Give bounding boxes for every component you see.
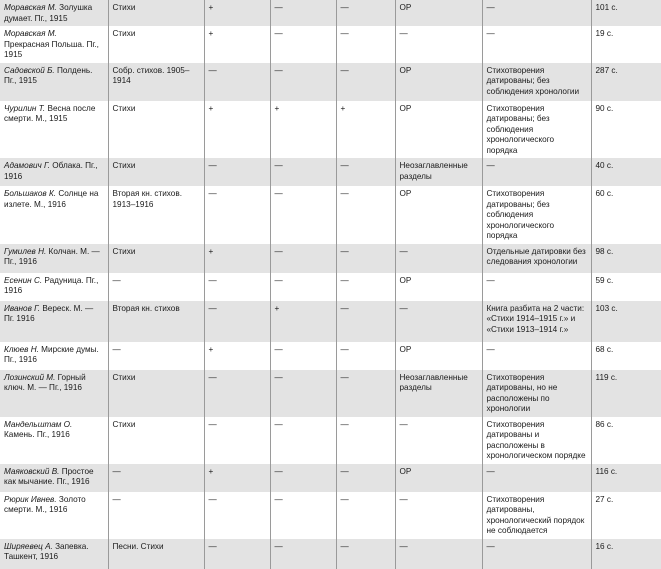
author-title-cell	[0, 244, 108, 273]
note-cell: —	[482, 26, 591, 63]
author-title-cell	[0, 539, 108, 569]
plus3-cell: —	[336, 26, 395, 63]
note-cell: —	[482, 342, 591, 370]
note-cell: Стихотворения датированы, но не расположены по хронологии	[482, 370, 591, 417]
author-name: Гумилев Н.	[4, 246, 47, 256]
note-cell: Книга разбита на 2 части: «Стихи 1914–1915 г.» и «Стихи 1913–1914 г.»	[482, 301, 591, 342]
pages-cell: 59 с.	[591, 273, 661, 301]
note-cell: Стихотворения датированы и расположены в хронологическом порядке	[482, 417, 591, 464]
sections-cell: ОР	[395, 464, 482, 492]
table-row	[0, 417, 661, 464]
book-title: Весна после смерти. М., 1915	[4, 103, 96, 123]
table-row	[0, 539, 661, 569]
author-name: Моравская М.	[4, 3, 57, 12]
plus2-cell: —	[270, 0, 336, 26]
author-title-cell	[0, 0, 108, 26]
pages-cell: 19 с.	[591, 26, 661, 63]
genre-cell: Вторая кн. стихов	[108, 301, 204, 342]
sections-cell: —	[395, 244, 482, 273]
sections-cell: —	[395, 539, 482, 569]
genre-cell: Стихи	[108, 370, 204, 417]
plus3-cell: —	[336, 539, 395, 569]
plus1-cell: —	[204, 186, 270, 244]
author-name: Мандельштам О.	[4, 419, 73, 429]
table-row	[0, 370, 661, 417]
plus1-cell: —	[204, 63, 270, 101]
table-row	[0, 158, 661, 186]
note-cell: —	[482, 539, 591, 569]
book-title: Запевка. Ташкент, 1916	[4, 541, 89, 561]
pages-cell: 101 с.	[591, 0, 661, 26]
plus3-cell: —	[336, 244, 395, 273]
plus2-cell: —	[270, 417, 336, 464]
genre-cell: —	[108, 273, 204, 301]
plus3-cell: —	[336, 0, 395, 26]
plus2-cell: +	[270, 301, 336, 342]
plus1-cell: —	[204, 158, 270, 186]
plus2-cell: —	[270, 492, 336, 539]
table-row	[0, 301, 661, 342]
pages-cell: 103 с.	[591, 301, 661, 342]
note-cell: Стихотворения датированы; без соблюдения хронологического порядка	[482, 101, 591, 159]
book-title: Золушка думает. Пг., 1915	[4, 3, 93, 23]
genre-cell: Стихи	[108, 0, 204, 26]
author-name: Большаков К.	[4, 189, 57, 198]
pages-cell: 60 с.	[591, 186, 661, 244]
sections-cell: ОР	[395, 342, 482, 370]
sections-cell: Неозаглавленные разделы	[395, 158, 482, 186]
table-row	[0, 101, 661, 159]
note-cell: —	[482, 273, 591, 301]
plus3-cell: —	[336, 464, 395, 492]
pages-cell: 90 с.	[591, 101, 661, 159]
author-title-cell	[0, 370, 108, 417]
plus1-cell: +	[204, 342, 270, 370]
plus1-cell: —	[204, 492, 270, 539]
book-title: Простое как мычание. Пг., 1916	[4, 466, 94, 486]
author-title-cell	[0, 301, 108, 342]
genre-cell: Стихи	[108, 244, 204, 273]
book-title: Камень. Пг., 1916	[4, 430, 70, 439]
note-cell: —	[482, 0, 591, 26]
author-name: Клюев Н.	[4, 344, 39, 354]
table-row	[0, 186, 661, 244]
author-name: Лозинский М.	[4, 372, 56, 382]
plus2-cell: —	[270, 26, 336, 63]
sections-cell: —	[395, 26, 482, 63]
note-cell: Отдельные датировки без следования хронологии	[482, 244, 591, 273]
book-title: Вереск. М. — Пг. 1916	[4, 303, 94, 323]
plus2-cell: —	[270, 539, 336, 569]
book-title: Золото смерти. М., 1916	[4, 494, 86, 514]
plus1-cell: —	[204, 370, 270, 417]
author-name: Моравская М.	[4, 29, 57, 38]
note-cell: —	[482, 464, 591, 492]
sections-cell: ОР	[395, 186, 482, 244]
author-title-cell	[0, 464, 108, 492]
plus2-cell: —	[270, 370, 336, 417]
plus3-cell: —	[336, 492, 395, 539]
author-name: Рюрик Ивнев.	[4, 494, 57, 504]
author-name: Маяковский В.	[4, 466, 60, 476]
book-title: Радуница. Пг., 1916	[4, 275, 99, 295]
genre-cell: Стихи	[108, 26, 204, 63]
author-name: Садовской Б.	[4, 65, 55, 75]
table-row	[0, 26, 661, 63]
plus1-cell: —	[204, 273, 270, 301]
plus3-cell: —	[336, 63, 395, 101]
pages-cell: 98 с.	[591, 244, 661, 273]
author-title-cell	[0, 186, 108, 244]
plus2-cell: —	[270, 342, 336, 370]
sections-cell: ОР	[395, 63, 482, 101]
plus1-cell: —	[204, 417, 270, 464]
plus1-cell: —	[204, 301, 270, 342]
plus3-cell: —	[336, 301, 395, 342]
plus2-cell: —	[270, 244, 336, 273]
plus3-cell: —	[336, 417, 395, 464]
book-title: Солнце на излете. М., 1916	[4, 189, 99, 209]
pages-cell: 116 с.	[591, 464, 661, 492]
table-row	[0, 63, 661, 101]
author-name: Ширяевец А.	[4, 541, 53, 551]
genre-cell: Вторая кн. стихов. 1913–1916	[108, 186, 204, 244]
sections-cell: ОР	[395, 0, 482, 26]
genre-cell: Стихи	[108, 101, 204, 159]
sections-cell: ОР	[395, 101, 482, 159]
table-row	[0, 464, 661, 492]
table-row	[0, 342, 661, 370]
note-cell: Стихотворения датированы, хронологический порядок не соблюдается	[482, 492, 591, 539]
book-title: Горный ключ. М. — Пг., 1916	[4, 372, 86, 392]
author-title-cell	[0, 26, 108, 63]
author-title-cell	[0, 158, 108, 186]
plus3-cell: —	[336, 158, 395, 186]
plus3-cell: —	[336, 186, 395, 244]
sections-cell: —	[395, 301, 482, 342]
plus1-cell: +	[204, 101, 270, 159]
genre-cell: —	[108, 492, 204, 539]
plus3-cell: —	[336, 370, 395, 417]
table-row	[0, 492, 661, 539]
sections-cell: —	[395, 417, 482, 464]
sections-cell: ОР	[395, 273, 482, 301]
plus1-cell: +	[204, 0, 270, 26]
author-title-cell	[0, 492, 108, 539]
pages-cell: 27 с.	[591, 492, 661, 539]
author-title-cell	[0, 63, 108, 101]
note-cell: Стихотворения датированы; без соблюдения хронологического порядка	[482, 186, 591, 244]
book-title: Облака. Пг., 1916	[4, 161, 98, 181]
pages-cell: 287 с.	[591, 63, 661, 101]
plus2-cell: —	[270, 464, 336, 492]
author-title-cell	[0, 101, 108, 159]
table-row	[0, 244, 661, 273]
plus1-cell: +	[204, 464, 270, 492]
author-title-cell	[0, 342, 108, 370]
plus2-cell: —	[270, 63, 336, 101]
author-name: Есенин С.	[4, 275, 43, 285]
plus2-cell: —	[270, 186, 336, 244]
pages-cell: 16 с.	[591, 539, 661, 569]
book-title: Прекрасная Польша. Пг., 1915	[4, 39, 99, 59]
genre-cell: Стихи	[108, 417, 204, 464]
plus1-cell: +	[204, 26, 270, 63]
plus1-cell: +	[204, 244, 270, 273]
table-row	[0, 273, 661, 301]
author-name: Адамович Г.	[4, 161, 50, 170]
genre-cell: —	[108, 342, 204, 370]
genre-cell: Стихи	[108, 158, 204, 186]
table-row	[0, 0, 661, 26]
note-cell: —	[482, 158, 591, 186]
note-cell: Стихотворения датированы; без соблюдения хронологии	[482, 63, 591, 101]
book-title: Мирские думы. Пг., 1916	[4, 344, 99, 364]
plus3-cell: +	[336, 101, 395, 159]
pages-cell: 68 с.	[591, 342, 661, 370]
plus2-cell: —	[270, 273, 336, 301]
author-title-cell	[0, 417, 108, 464]
sections-cell: —	[395, 492, 482, 539]
author-title-cell	[0, 273, 108, 301]
plus1-cell: —	[204, 539, 270, 569]
book-title: Колчан. М. — Пг., 1916	[4, 246, 100, 266]
book-title: Полдень. Пг., 1915	[4, 65, 93, 85]
plus3-cell: —	[336, 342, 395, 370]
genre-cell: —	[108, 464, 204, 492]
plus3-cell: —	[336, 273, 395, 301]
pages-cell: 86 с.	[591, 417, 661, 464]
author-name: Чурилин Т.	[4, 103, 46, 113]
pages-cell: 40 с.	[591, 158, 661, 186]
author-name: Иванов Г.	[4, 303, 41, 313]
pages-cell: 119 с.	[591, 370, 661, 417]
genre-cell: Собр. стихов. 1905–1914	[108, 63, 204, 101]
plus2-cell: +	[270, 101, 336, 159]
plus2-cell: —	[270, 158, 336, 186]
genre-cell: Песни. Стихи	[108, 539, 204, 569]
sections-cell: Неозаглавленные разделы	[395, 370, 482, 417]
